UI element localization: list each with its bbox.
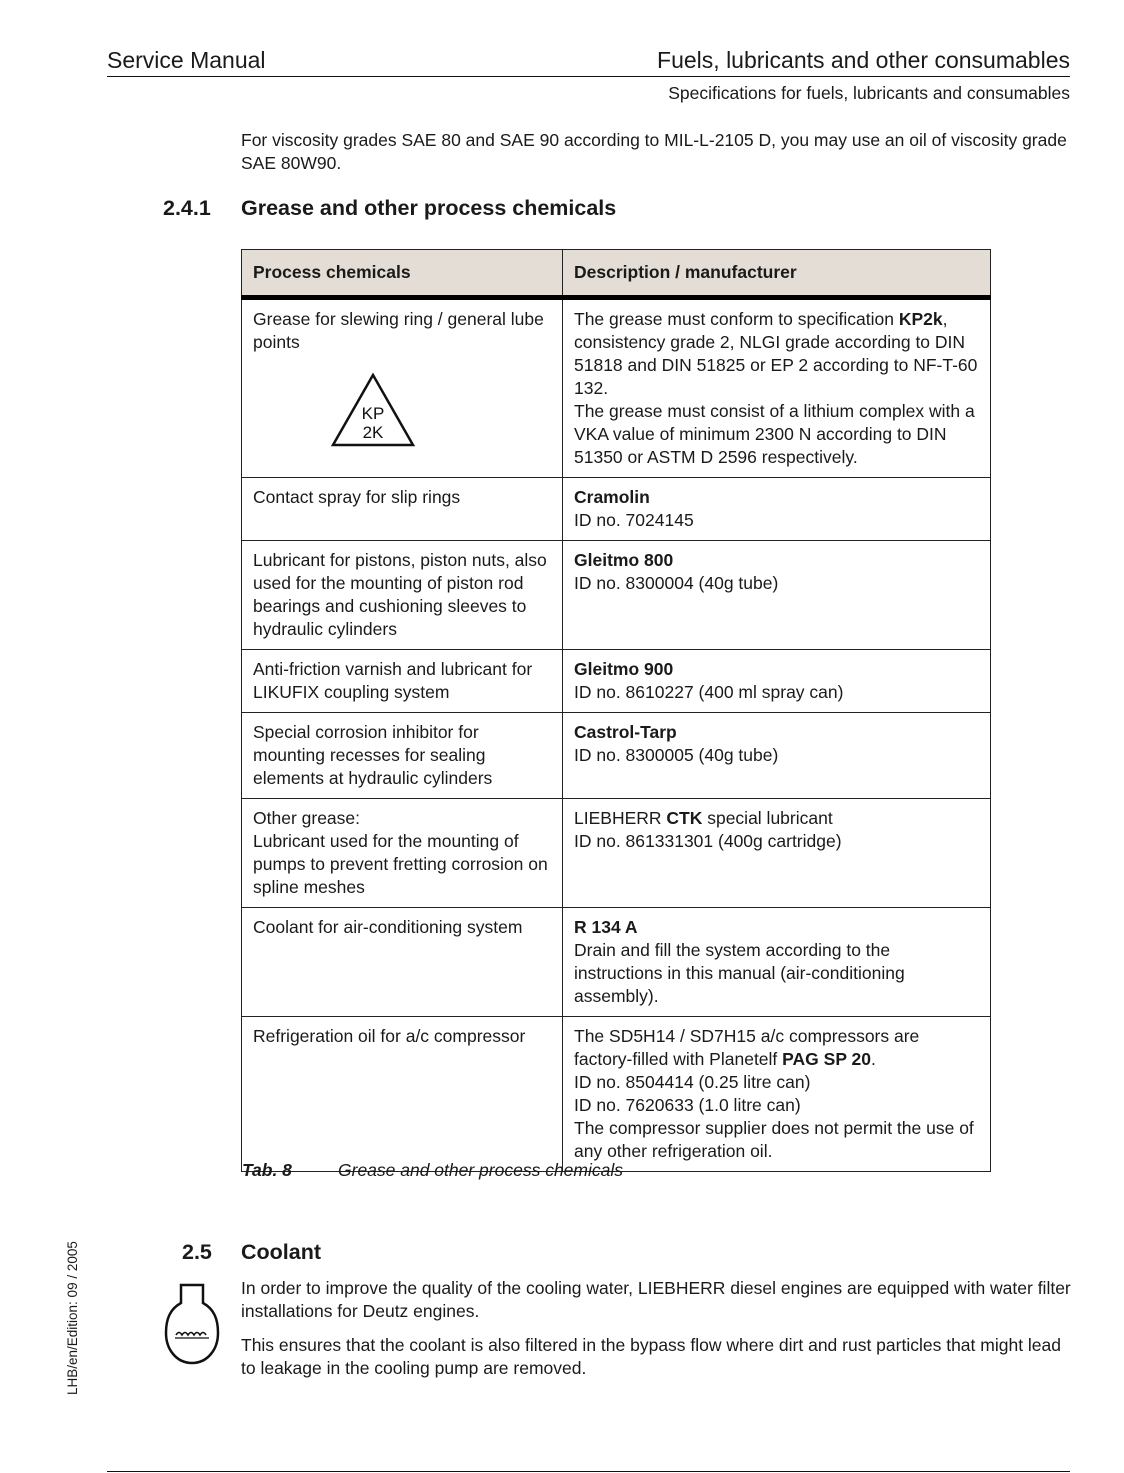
header-manual-title: Service Manual <box>107 47 266 73</box>
product-id: ID no. 8504414 (0.25 litre can) <box>574 1072 811 1092</box>
description-cell <box>563 908 991 1017</box>
description-cell <box>563 799 991 908</box>
product-detail: ID no. 8300005 (40g tube) <box>574 745 779 765</box>
kp-symbol-line2: 2K <box>362 423 384 442</box>
product-detail: ID no. 861331301 (400g cartridge) <box>574 831 842 851</box>
chemical-text: Other grease: <box>253 808 360 828</box>
table-row <box>242 799 991 908</box>
description-cell <box>563 298 991 478</box>
chemical-cell: Refrigeration oil for a/c compressor <box>242 1017 563 1172</box>
description-part: The SD5H14 / SD7H15 a/c compressors are factory-filled with Planetelf <box>574 1026 920 1069</box>
description-part: The grease must conform to specification <box>574 309 899 329</box>
footer-rule <box>107 1471 1070 1472</box>
section-title: Grease and other process chemicals <box>241 196 617 220</box>
column-header-description: Description / manufacturer <box>563 250 991 298</box>
coolant-paragraph-2: This ensures that the coolant is also filtered in the bypass flow where dirt and rust particles that might lead to leakage in the cooling pump are removed. <box>241 1335 1062 1378</box>
product-detail: ID no. 7024145 <box>574 510 694 530</box>
coolant-tank-icon <box>164 1283 220 1367</box>
table-header-row <box>242 250 991 298</box>
table-row <box>242 478 991 541</box>
table-caption-label: Tab. 8 <box>242 1160 292 1180</box>
description-cell <box>563 478 991 541</box>
column-header-process-chemicals: Process chemicals <box>242 250 563 298</box>
table-row <box>242 908 991 1017</box>
header-rule <box>107 76 1070 77</box>
product-name: Castrol-Tarp <box>574 722 677 742</box>
chemical-cell <box>242 298 563 478</box>
description-text <box>574 308 980 400</box>
table-caption-text: Grease and other process chemicals <box>338 1160 623 1180</box>
description-cell <box>563 1017 991 1172</box>
edition-code: LHB/en/Edition: 09 / 2005 <box>65 1241 80 1395</box>
product-code: PAG SP 20 <box>782 1049 871 1069</box>
kp2k-symbol <box>253 354 552 449</box>
description-text <box>574 1025 980 1071</box>
description-cell <box>563 713 991 799</box>
description-part: . <box>871 1049 876 1069</box>
product-name: Cramolin <box>574 487 650 507</box>
chemical-text: Grease for slewing ring / general lube points <box>253 309 544 352</box>
process-chemicals-table <box>241 249 991 1172</box>
table-row <box>242 298 991 478</box>
intro-paragraph: For viscosity grades SAE 80 and SAE 90 according to MIL-L-2105 D, you may use an oil of viscosity grade SAE 80W90. <box>241 130 1067 173</box>
product-detail: Drain and fill the system according to the instructions in this manual (air-conditioning assembly). <box>574 940 905 1006</box>
coolant-paragraph-1: In order to improve the quality of the cooling water, LIEBHERR diesel engines are equipped with water filter installations for Deutz engines. <box>241 1278 1071 1321</box>
chemical-cell: Coolant for air-conditioning system <box>242 908 563 1017</box>
chemical-cell <box>242 799 563 908</box>
table-row <box>242 713 991 799</box>
product-id: ID no. 7620633 (1.0 litre can) <box>574 1095 801 1115</box>
chemical-cell: Lubricant for pistons, piston nuts, also used for the mounting of piston rod bearings and cushioning sleeves to hydraulic cylinders <box>242 541 563 650</box>
table-caption <box>242 1160 623 1181</box>
product-detail: ID no. 8610227 (400 ml spray can) <box>574 682 844 702</box>
kp-symbol-line1: KP <box>361 404 385 423</box>
table-row <box>242 650 991 713</box>
product-name: R 134 A <box>574 917 638 937</box>
description-part: LIEBHERR <box>574 808 667 828</box>
description-part: special lubricant <box>702 808 833 828</box>
section-number: 2.5 <box>182 1240 212 1264</box>
chemical-cell: Anti-friction varnish and lubricant for LIKUFIX coupling system <box>242 650 563 713</box>
description-cell <box>563 541 991 650</box>
description-cell <box>563 650 991 713</box>
product-code: CTK <box>666 808 703 828</box>
chemical-cell: Contact spray for slip rings <box>242 478 563 541</box>
product-name: Gleitmo 800 <box>574 550 674 570</box>
product-detail: ID no. 8300004 (40g tube) <box>574 573 779 593</box>
spec-code: KP2k <box>898 309 943 329</box>
product-name: Gleitmo 900 <box>574 659 674 679</box>
description-text <box>574 807 980 830</box>
kp2k-warning-triangle-icon <box>330 372 416 448</box>
chemical-text: Lubricant used for the mounting of pumps to prevent fretting corrosion on spline meshes <box>253 831 548 897</box>
section-title: Coolant <box>241 1240 322 1264</box>
description-part: , consistency grade 2, NLGI grade according to DIN 51818 and DIN 51825 or EP 2 according to NF-T-60 132. <box>574 309 978 398</box>
chemical-cell: Special corrosion inhibitor for mounting recesses for sealing elements at hydraulic cylinders <box>242 713 563 799</box>
section-number: 2.4.1 <box>163 196 211 220</box>
header-subtitle: Specifications for fuels, lubricants and consumables <box>668 83 1070 103</box>
table-row <box>242 541 991 650</box>
product-note: The compressor supplier does not permit the use of any other refrigeration oil. <box>574 1118 974 1161</box>
description-line: The grease must consist of a lithium complex with a VKA value of minimum 2300 N according to DIN 51350 or ASTM D 2596 respectively. <box>574 401 975 467</box>
header-chapter-title: Fuels, lubricants and other consumables <box>657 47 1070 73</box>
table-row <box>242 1017 991 1172</box>
